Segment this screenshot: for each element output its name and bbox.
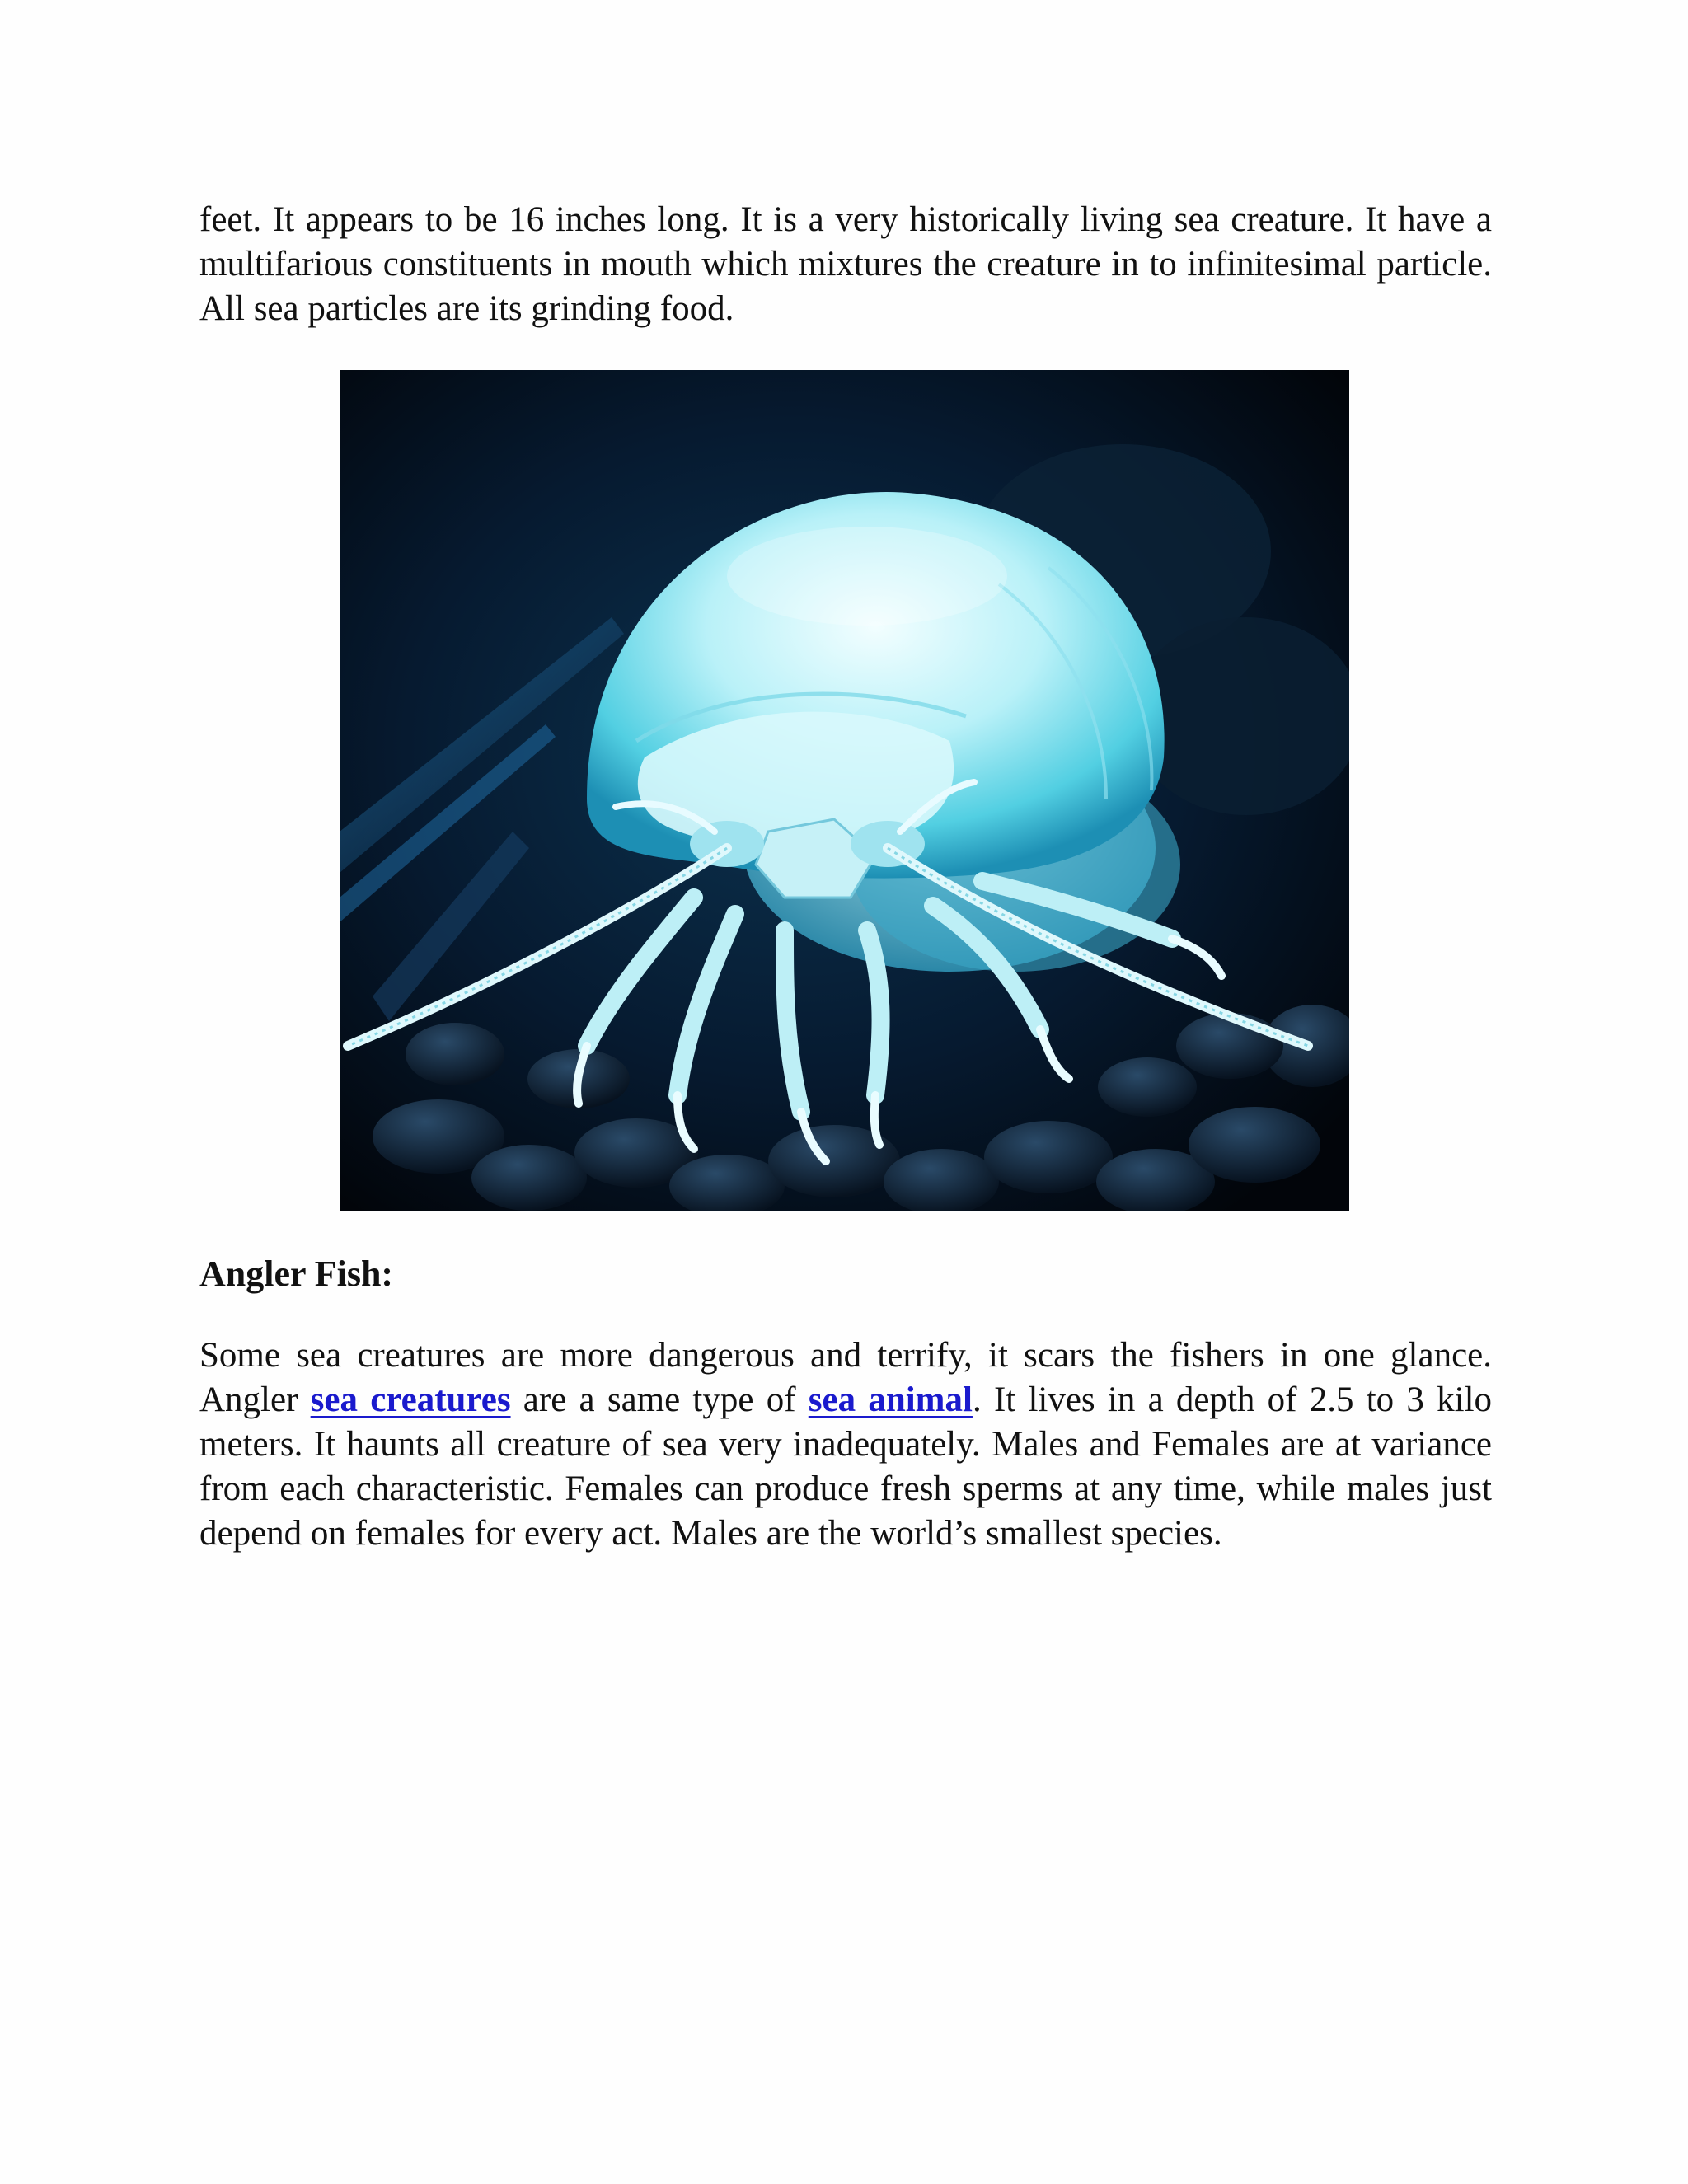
paragraph-isopod-description: feet. It appears to be 16 inches long. It is a very historically living sea creature. It have a multifarious constituents in mouth which mixtures the creature in to infinitesimal particle. All sea particles are its grinding food. (199, 200, 1492, 328)
isopod-illustration (340, 370, 1349, 1211)
paragraph-angler-fish (199, 1333, 1492, 1556)
paragraph-text-part2: are a same type of (510, 1380, 809, 1419)
link-sea-animal[interactable]: sea animal (808, 1380, 973, 1419)
paragraph-text-part1: Some sea creatures are more dangerous and terrify, it scars the fishers in one glance. Angler (199, 1336, 1492, 1419)
isopod-photo (340, 370, 1349, 1211)
link-sea-creatures[interactable]: sea creatures (310, 1380, 511, 1419)
paragraph-text-part3: . It lives in a depth of 2.5 to 3 kilo meters. It haunts all creature of sea very inadequately. Males and Females are at variance from each characteristic. Females can produce fresh sperms at any time, while males just depend on females for every act. Males are the world’s smallest species. (199, 1380, 1493, 1553)
section-heading-angler-fish: Angler Fish: (199, 1254, 394, 1294)
